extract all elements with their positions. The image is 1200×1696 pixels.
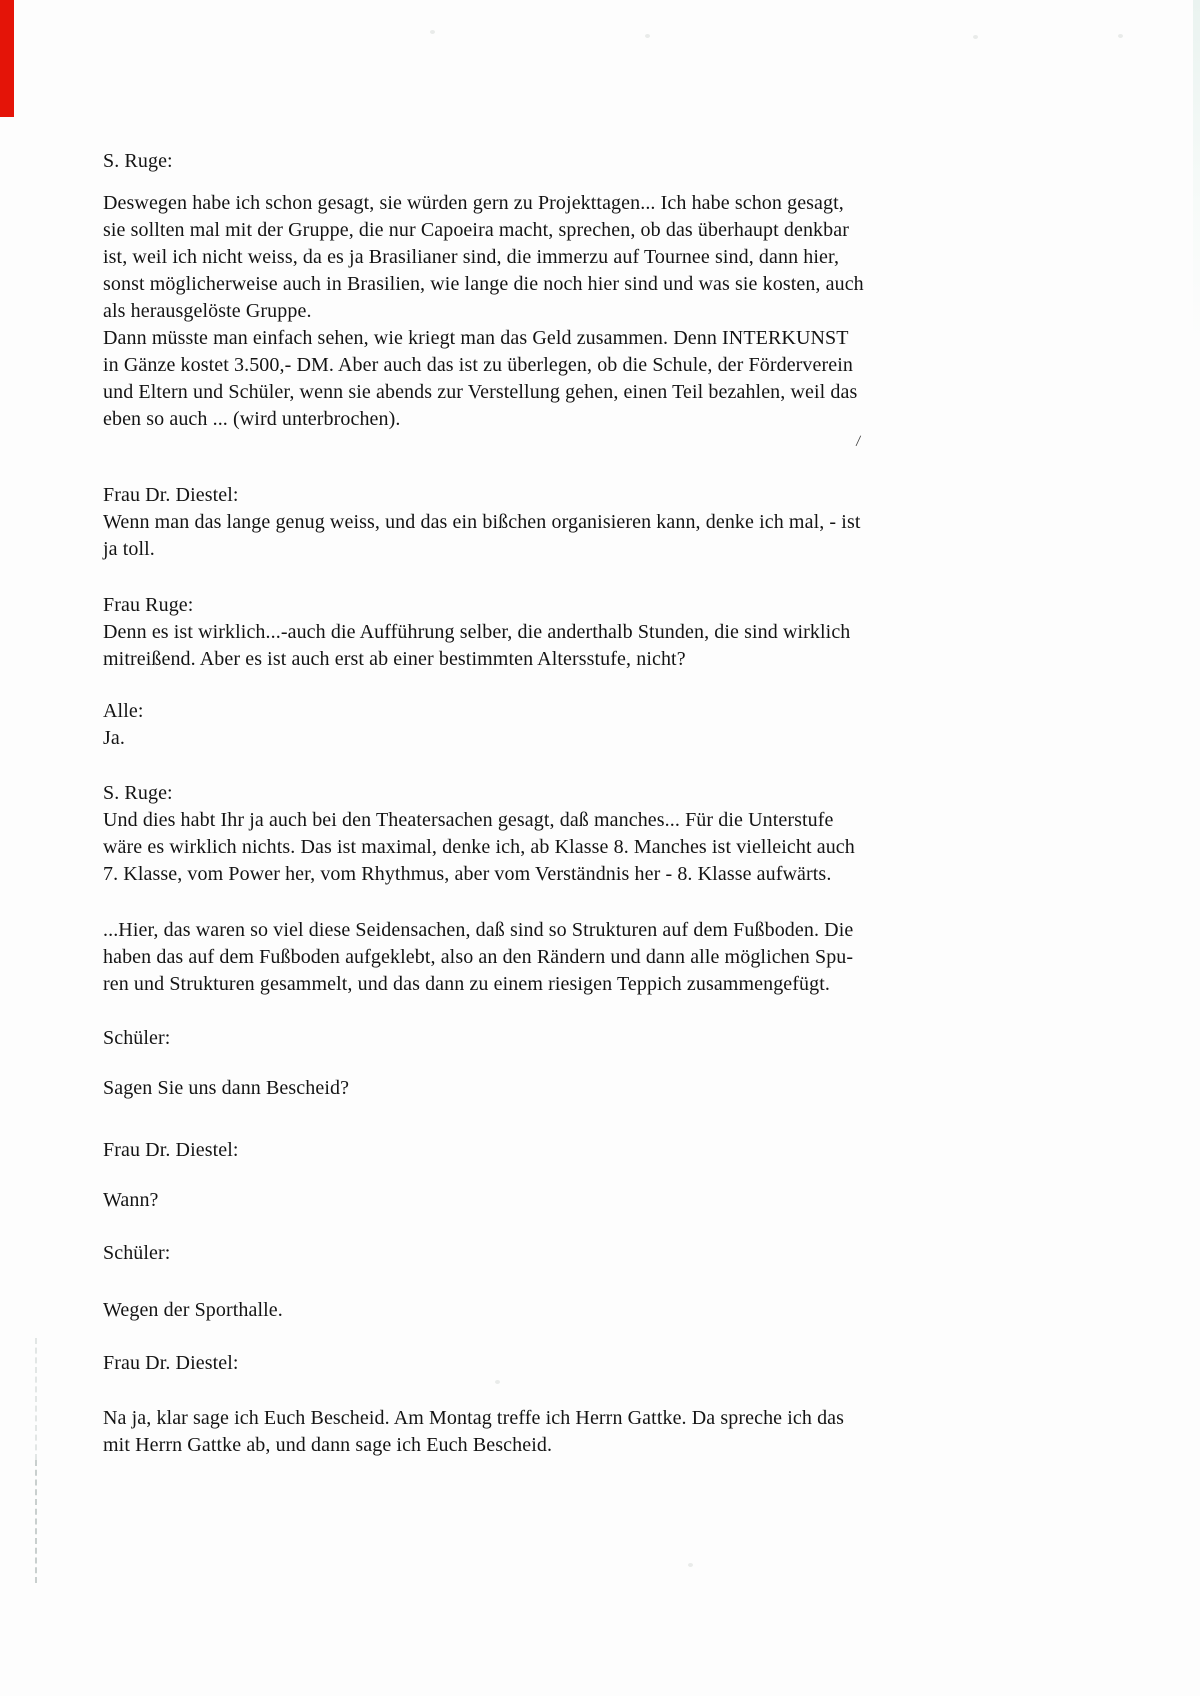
transcript-block: [103, 1137, 948, 1164]
transcript-line: ja toll.: [103, 538, 155, 560]
speaker-label: S. Ruge:: [103, 150, 173, 172]
transcript-line: ...Hier, das waren so viel diese Seidensachen, daß sind so Strukturen auf dem Fußboden. Die: [103, 919, 854, 941]
transcript-line: in Gänze kostet 3.500,- DM. Aber auch das ist zu überlegen, ob die Schule, der Förderverein: [103, 354, 853, 376]
speaker-label: Frau Dr. Diestel:: [103, 1352, 239, 1374]
transcript-line: sie sollten mal mit der Gruppe, die nur Capoeira macht, sprechen, ob das überhaupt denkbar: [103, 219, 849, 241]
transcript-line: Wenn man das lange genug weiss, und das ein bißchen organisieren kann, denke ich mal, - ist: [103, 511, 861, 533]
transcript-line: Deswegen habe ich schon gesagt, sie würden gern zu Projekttagen... Ich habe schon gesagt,: [103, 192, 844, 214]
transcript-block: [103, 592, 948, 673]
fold-mark: [35, 1338, 37, 1460]
speaker-label: Alle:: [103, 700, 144, 722]
transcript-line: 7. Klasse, vom Power her, vom Rhythmus, aber vom Verständnis her - 8. Klasse aufwärts.: [103, 863, 832, 885]
transcript-line: Dann müsste man einfach sehen, wie kriegt man das Geld zusammen. Denn INTERKUNST: [103, 327, 849, 349]
scan-speck: [688, 1563, 693, 1567]
transcript-line: ren und Strukturen gesammelt, und das dann zu einem riesigen Teppich zusammengefügt.: [103, 973, 830, 995]
transcript-line: wäre es wirklich nichts. Das ist maximal, denke ich, ab Klasse 8. Manches ist vielleicht auch: [103, 836, 855, 858]
scan-edge-tint: [1193, 0, 1200, 340]
fold-mark: [35, 1460, 37, 1583]
transcript-line: mitreißend. Aber es ist auch erst ab einer bestimmten Altersstufe, nicht?: [103, 648, 686, 670]
transcript-line: haben das auf dem Fußboden aufgeklebt, also an den Rändern und dann alle möglichen Spu-: [103, 946, 854, 968]
transcript-line: Na ja, klar sage ich Euch Bescheid. Am Montag treffe ich Herrn Gattke. Da spreche ich das: [103, 1407, 845, 1429]
red-margin-bar: [0, 0, 14, 117]
transcript-block: [103, 482, 948, 563]
transcript-line: Denn es ist wirklich...-auch die Aufführung selber, die anderthalb Stunden, die sind wirklich: [103, 621, 851, 643]
speaker-label: Frau Dr. Diestel:: [103, 484, 239, 506]
stray-slash-mark: /: [855, 432, 862, 451]
transcript-block: [103, 148, 948, 175]
scan-speck: [973, 35, 978, 39]
speaker-label: Schüler:: [103, 1027, 171, 1049]
transcript-line: Wegen der Sporthalle.: [103, 1299, 283, 1321]
scan-speck: [430, 30, 435, 34]
transcript-block: [103, 780, 948, 888]
transcript-line: Sagen Sie uns dann Bescheid?: [103, 1077, 350, 1099]
transcript-block: [103, 1025, 948, 1052]
transcript-line: mit Herrn Gattke ab, und dann sage ich Euch Bescheid.: [103, 1434, 553, 1456]
scan-speck: [645, 34, 650, 38]
transcript-block: [103, 190, 948, 433]
transcript-line: Wann?: [103, 1189, 159, 1211]
transcript-line: eben so auch ... (wird unterbrochen).: [103, 408, 401, 430]
transcript-line: Und dies habt Ihr ja auch bei den Theatersachen gesagt, daß manches... Für die Unterstufe: [103, 809, 834, 831]
transcript-block: [103, 1297, 948, 1324]
speaker-label: Schüler:: [103, 1242, 171, 1264]
transcript: [103, 148, 948, 1459]
transcript-block: [103, 698, 948, 752]
transcript-block: [103, 917, 948, 998]
transcript-line: und Eltern und Schüler, wenn sie abends zur Verstellung gehen, einen Teil bezahlen, weil das: [103, 381, 858, 403]
speaker-label: Frau Dr. Diestel:: [103, 1139, 239, 1161]
transcript-block: [103, 1240, 948, 1267]
transcript-line: Ja.: [103, 727, 125, 749]
speaker-label: Frau Ruge:: [103, 594, 194, 616]
transcript-block: [103, 1350, 948, 1377]
transcript-line: als herausgelöste Gruppe.: [103, 300, 312, 322]
scan-speck: [1118, 34, 1123, 38]
transcript-block: [103, 1075, 948, 1102]
transcript-block: [103, 1187, 948, 1214]
transcript-line: sonst möglicherweise auch in Brasilien, wie lange die noch hier sind und was sie kosten, auch: [103, 273, 864, 295]
speaker-label: S. Ruge:: [103, 782, 173, 804]
transcript-block: [103, 1405, 948, 1459]
transcript-line: ist, weil ich nicht weiss, da es ja Brasilianer sind, die immerzu auf Tournee sind, dann hier,: [103, 246, 840, 268]
